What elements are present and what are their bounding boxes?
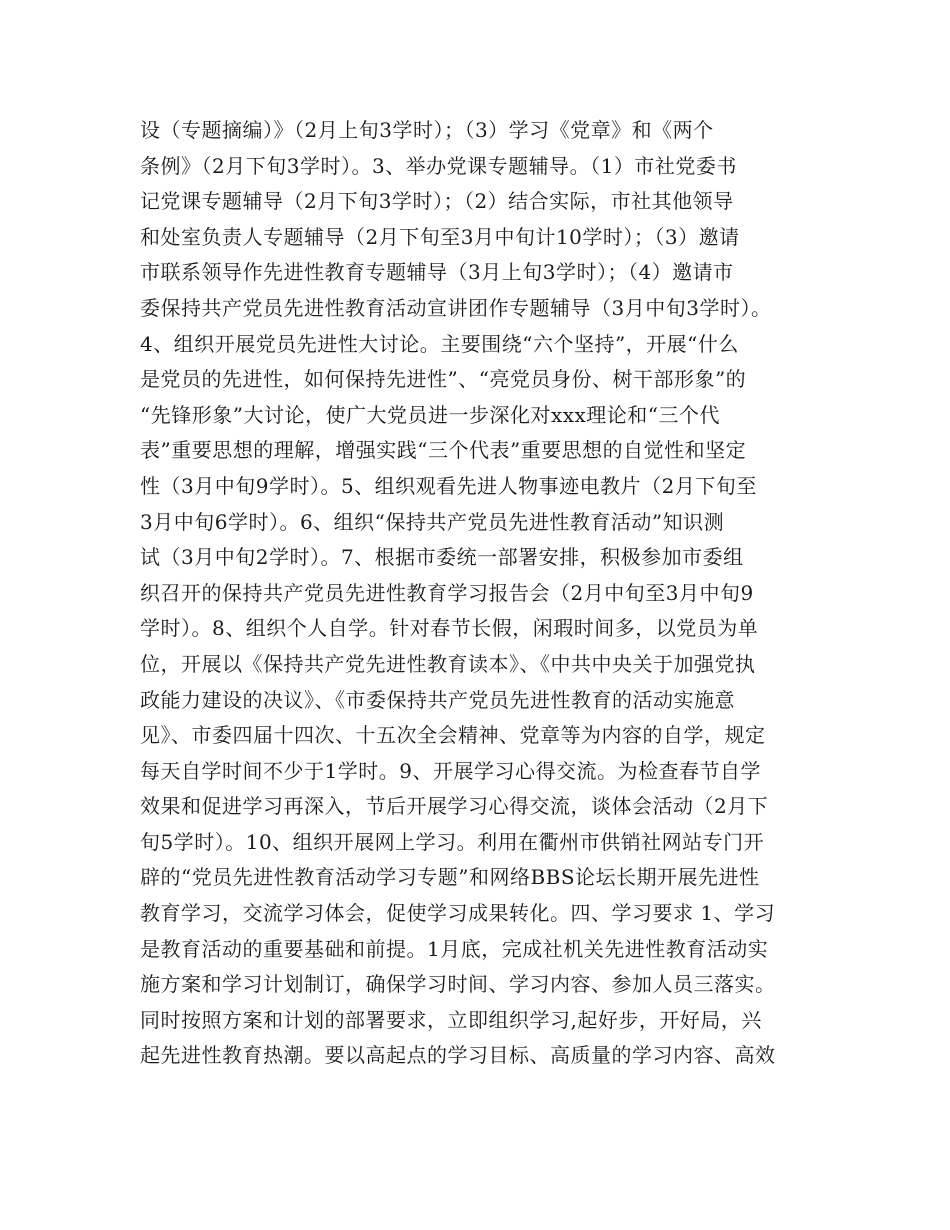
text-line: 和处室负责人专题辅导（2月下旬至3月中旬计10学时）；（3）邀请 bbox=[140, 224, 740, 249]
text-line: 位，开展以《保持共产党先进性教育读本》、《中共中央关于加强党执 bbox=[140, 651, 756, 676]
text-line: 辟的“党员先进性教育活动学习专题”和网络BBS论坛长期开展先进性 bbox=[140, 865, 760, 890]
text-line: 试（3月中旬2学时）。7、根据市委统一部署安排，积极参加市委组 bbox=[140, 545, 744, 570]
text-line: 委保持共产党员先进性教育活动宣讲团作专题辅导（3月中旬3学时）。 bbox=[140, 295, 772, 320]
text-line: 施方案和学习计划制订，确保学习时间、学习内容、参加人员三落实。 bbox=[140, 972, 776, 997]
text-line: 织召开的保持共产党员先进性教育学习报告会（2月中旬至3月中旬9 bbox=[140, 580, 754, 605]
text-line: 市联系领导作先进性教育专题辅导（3月上旬3学时）；（4）邀请市 bbox=[140, 260, 734, 285]
text-line: 设（专题摘编）》（2月上旬3学时）；（3）学习《党章》和《两个 bbox=[140, 118, 714, 142]
body-text bbox=[140, 113, 840, 1074]
text-line: 政能力建设的决议》、《市委保持共产党员先进性教育的活动实施意 bbox=[140, 687, 735, 712]
text-line: “先锋形象”大讨论，使广大党员进一步深化对xxx理论和“三个代 bbox=[140, 402, 721, 427]
text-line: 旬5学时）。10、组织开展网上学习。利用在衢州市供销社网站专门开 bbox=[140, 829, 765, 854]
text-line: 见》、市委四届十四次、十五次全会精神、党章等为内容的自学，规定 bbox=[140, 723, 766, 748]
text-line: 学时）。8、组织个人自学。针对春节长假，闲瑕时间多，以党员为单 bbox=[140, 616, 759, 641]
text-line: 起先进性教育热潮。要以高起点的学习目标、高质量的学习内容、高效 bbox=[140, 1043, 776, 1068]
text-line: 同时按照方案和计划的部署要求，立即组织学习,起好步，开好局，兴 bbox=[140, 1007, 762, 1032]
text-line: 效果和促进学习再深入，节后开展学习心得交流，谈体会活动（2月下 bbox=[140, 794, 769, 819]
text-line: 是党员的先进性，如何保持先进性”、“亮党员身份、树干部形象”的 bbox=[140, 367, 747, 392]
text-line: 记党课专题辅导（2月下旬3学时）；（2）结合实际，市社其他领导 bbox=[140, 189, 734, 214]
text-line: 表”重要思想的理解，增强实践“三个代表”重要思想的自觉性和坚定 bbox=[140, 438, 747, 463]
text-line: 性（3月中旬9学时）。5、组织观看先进人物事迹电教片（2月下旬至 bbox=[140, 473, 757, 498]
text-line: 每天自学时间不少于1学时。9、开展学习心得交流。为检查春节自学 bbox=[140, 758, 761, 783]
text-line: 是教育活动的重要基础和前提。1月底，完成社机关先进性教育活动实 bbox=[140, 936, 769, 961]
text-line: 3月中旬6学时）。6、组织“保持共产党员先进性教育活动”知识测 bbox=[140, 509, 725, 534]
text-line: 教育学习，交流学习体会，促使学习成果转化。四、学习要求 1、学习 bbox=[140, 901, 776, 926]
text-line: 4、组织开展党员先进性大讨论。主要围绕“六个坚持”，开展“什么 bbox=[140, 331, 739, 356]
text-line: 条例》（2月下旬3学时）。3、举办党课专题辅导。（1）市社党委书 bbox=[140, 153, 737, 178]
